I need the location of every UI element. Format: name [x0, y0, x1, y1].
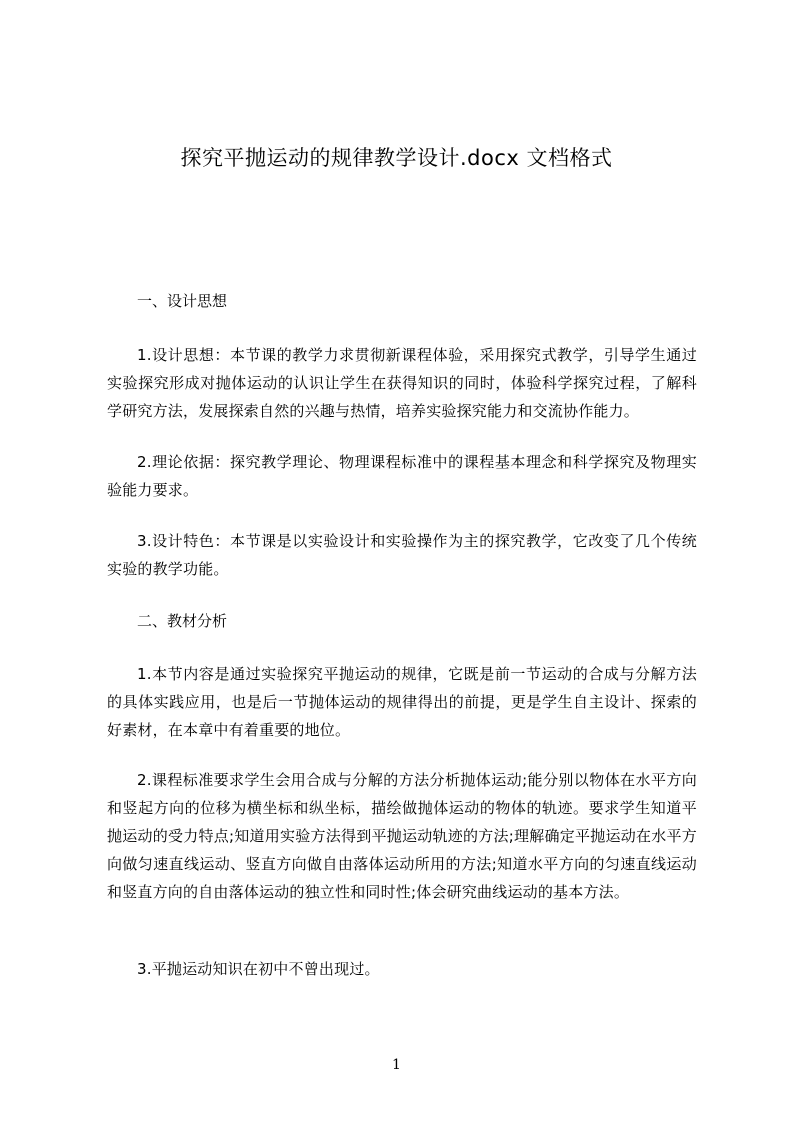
- paragraph-design-idea: 1.设计思想：本节课的教学力求贯彻新课程体验，采用探究式教学，引导学生通过实验探究形成对抛体运动的认识让学生在获得知识的同时，体验科学探究过程，了解科学研究方法，发展探索自然的兴趣与热情，培养实验探究能力和交流协作能力。: [107, 346, 697, 420]
- section-heading-design-idea: 一、设计思想: [137, 292, 228, 310]
- document-title: 探究平抛运动的规律教学设计.docx 文档格式: [180, 146, 613, 170]
- paragraph-curriculum-standard: 2.课程标准要求学生会用合成与分解的方法分析抛体运动;能分别以物体在水平方向和竖起方向的位移为横坐标和纵坐标，描绘做抛体运动的物体的轨迹。要求学生知道平抛运动的受力特点;知道用实验方法得到平抛运动轨迹的方法;理解确定平抛运动在水平方向做匀速直线运动、竖直方向做自由落体运动所用的方法;知道水平方向的匀速直线运动和竖直方向的自由落体运动的独立性和同时性;体会研究曲线运动的基本方法。: [107, 771, 697, 901]
- paragraph-content-position: 1.本节内容是通过实验探究平抛运动的规律，它既是前一节运动的合成与分解方法的具体实践应用，也是后一节抛体运动的规律得出的前提，更是学生自主设计、探索的好素材，在本章中有着重要的地位。: [107, 665, 697, 739]
- page-number: 1: [392, 1057, 401, 1073]
- paragraph-theory-basis: 2.理论依据：探究教学理论、物理课程标准中的课程基本理念和科学探究及物理实验能力要求。: [107, 453, 697, 499]
- paragraph-design-feature: 3.设计特色：本节课是以实验设计和实验操作为主的探究教学，它改变了几个传统实验的教学功能。: [107, 532, 697, 578]
- paragraph-prior-knowledge: 3.平抛运动知识在初中不曾出现过。: [137, 960, 380, 978]
- section-heading-textbook-analysis: 二、教材分析: [137, 612, 228, 630]
